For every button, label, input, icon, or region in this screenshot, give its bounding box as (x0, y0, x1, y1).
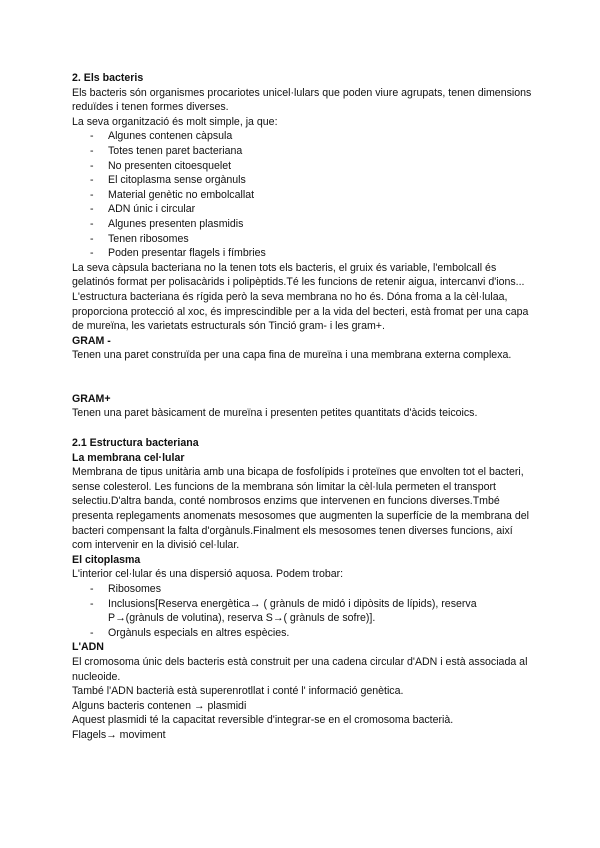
list-item: - Poden presentar flagels i fímbries (72, 246, 532, 261)
gram-positive-text: Tenen una paret bàsicament de mureïna i presenten petites quantitats d'àcids teicoics. (72, 407, 478, 420)
dna-paragraph: El cromosoma únic dels bacteris està construit per una cadena circular d'ADN i està associada al nucleoide. (72, 655, 528, 683)
capsule-paragraph: La seva càpsula bacteriana no la tenen tots els bacteris, el gruix és variable, l'embolcall és gelatinós format per polisacàrids i polipèptids.Té les funcions de retenir aigua, intercanvi d'ions... (72, 261, 525, 289)
spacer (72, 363, 532, 392)
cytoplasm-title: El citoplasma (72, 553, 141, 566)
plasmid-line: Alguns bacteris contenen → plasmidi (72, 699, 247, 712)
wall-paragraph: L'estructura bacteriana és rígida però la seva membrana no ho és. Dóna froma a la cèl·lulaa, proporciona protecció al xoc, és imprescindible per a la vida del becteri, està fromat per una capa de mureïna, les varietats estructurals són Tinció gram- i les gram+. (72, 290, 529, 333)
section-title: 2. Els bacteris (72, 72, 144, 84)
list-item: - ADN únic i circular (72, 202, 532, 217)
list-item: - Orgànuls especials en altres espècies. (72, 626, 532, 641)
list-item: - El citoplasma sense orgànuls (72, 173, 532, 188)
intro-paragraph: Els bacteris són organismes procariotes unicel·lulars que poden viure agrupats, tenen dimensions reduïdes i tenen formes diverses. (72, 86, 532, 114)
subsection-title: 2.1 Estructura bacteriana (72, 437, 199, 450)
spacer (72, 421, 532, 436)
list-item: - Ribosomes (72, 582, 532, 597)
organisation-intro: La seva organització és molt simple, ja que: (72, 115, 278, 128)
membrane-paragraph: Membrana de tipus unitària amb una bicapa de fosfolípids i proteïnes que envolten tot el bacteri, sense colesterol. Les funcions de la membrana són limitar la cèl·lula permeten el transport selectiu.D'altra banda, conté nombrosos enzims que intervenen en funcions diverses.Tmbé presenta replegaments anomenats mesosomes que augmenten la superfície de la membrana del bacteri compensant la falta d'orgànuls.Finalment els mesosomes tenen diverses funcions, així com intervenir en la divisió cel·lular. (72, 466, 529, 552)
list-item: - Algunes contenen càpsula (72, 129, 532, 144)
membrane-title: La membrana cel·lular (72, 451, 185, 464)
list-item: - Material genètic no embolcallat (72, 188, 532, 203)
gram-negative-title: GRAM - (72, 334, 111, 347)
organisation-list (72, 129, 532, 260)
list-item: - Algunes presenten plasmidis (72, 217, 532, 232)
gram-positive-title: GRAM+ (72, 392, 111, 405)
cytoplasm-intro: L'interior cel·lular és una dispersió aquosa. Podem trobar: (72, 568, 344, 581)
dna-info: També l'ADN bacterià està superenrotllat i conté l' informació genètica. (72, 685, 404, 698)
plasmid-paragraph: Aquest plasmidi té la capacitat reversible d'integrar-se en el cromosoma bacterià. (72, 714, 454, 727)
document-body (72, 71, 532, 743)
list-item: - Totes tenen paret bacteriana (72, 144, 532, 159)
dna-title: L'ADN (72, 641, 104, 654)
cytoplasm-list (72, 582, 532, 640)
list-item: - Tenen ribosomes (72, 232, 532, 247)
list-item: - No presenten citoesquelet (72, 159, 532, 174)
gram-negative-text: Tenen una paret construïda per una capa fina de mureïna i una membrana externa complexa. (72, 349, 512, 362)
flagella-line: Flagels→ moviment (72, 728, 166, 741)
list-item: - Inclusions[Reserva energètica→ ( grànuls de midó i dipòsits de lípids), reserva P→(grànuls de volutina), reserva S→( grànuls de sofre)]. (72, 597, 532, 626)
